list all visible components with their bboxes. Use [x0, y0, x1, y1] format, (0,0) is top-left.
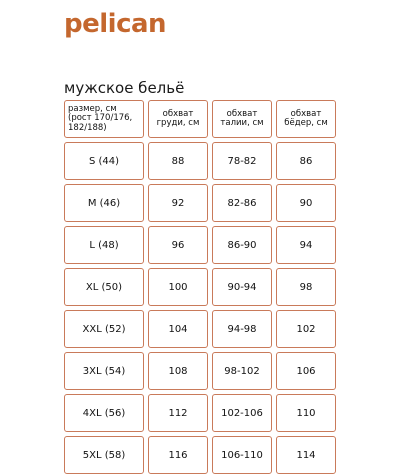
- chest-cell: 116: [148, 436, 208, 474]
- hips-cell: 98: [276, 268, 336, 306]
- hips-cell: 94: [276, 226, 336, 264]
- header-waist: обхват талии, см: [212, 100, 272, 138]
- chest-cell: 112: [148, 394, 208, 432]
- chest-cell: 104: [148, 310, 208, 348]
- waist-cell: 94-98: [212, 310, 272, 348]
- size-cell: 4XL (56): [64, 394, 144, 432]
- waist-cell: 102-106: [212, 394, 272, 432]
- waist-cell: 82-86: [212, 184, 272, 222]
- hips-cell: 90: [276, 184, 336, 222]
- size-cell: M (46): [64, 184, 144, 222]
- waist-cell: 78-82: [212, 142, 272, 180]
- waist-cell: 90-94: [212, 268, 272, 306]
- waist-cell: 98-102: [212, 352, 272, 390]
- chest-cell: 96: [148, 226, 208, 264]
- chest-cell: 92: [148, 184, 208, 222]
- size-cell: XL (50): [64, 268, 144, 306]
- header-chest: обхват груди, см: [148, 100, 208, 138]
- chest-cell: 108: [148, 352, 208, 390]
- size-cell: XXL (52): [64, 310, 144, 348]
- hips-cell: 114: [276, 436, 336, 474]
- size-cell: 5XL (58): [64, 436, 144, 474]
- size-cell: 3XL (54): [64, 352, 144, 390]
- size-cell: L (48): [64, 226, 144, 264]
- size-table: [64, 100, 336, 474]
- chest-cell: 100: [148, 268, 208, 306]
- waist-cell: 106-110: [212, 436, 272, 474]
- brand-logo: pelican: [64, 9, 167, 39]
- hips-cell: 110: [276, 394, 336, 432]
- hips-cell: 102: [276, 310, 336, 348]
- hips-cell: 106: [276, 352, 336, 390]
- hips-cell: 86: [276, 142, 336, 180]
- chest-cell: 88: [148, 142, 208, 180]
- section-title: мужское бельё: [64, 79, 185, 97]
- size-cell: S (44): [64, 142, 144, 180]
- waist-cell: 86-90: [212, 226, 272, 264]
- header-hips: обхват бёдер, см: [276, 100, 336, 138]
- header-size: размер, см (рост 170/176, 182/188): [64, 100, 144, 138]
